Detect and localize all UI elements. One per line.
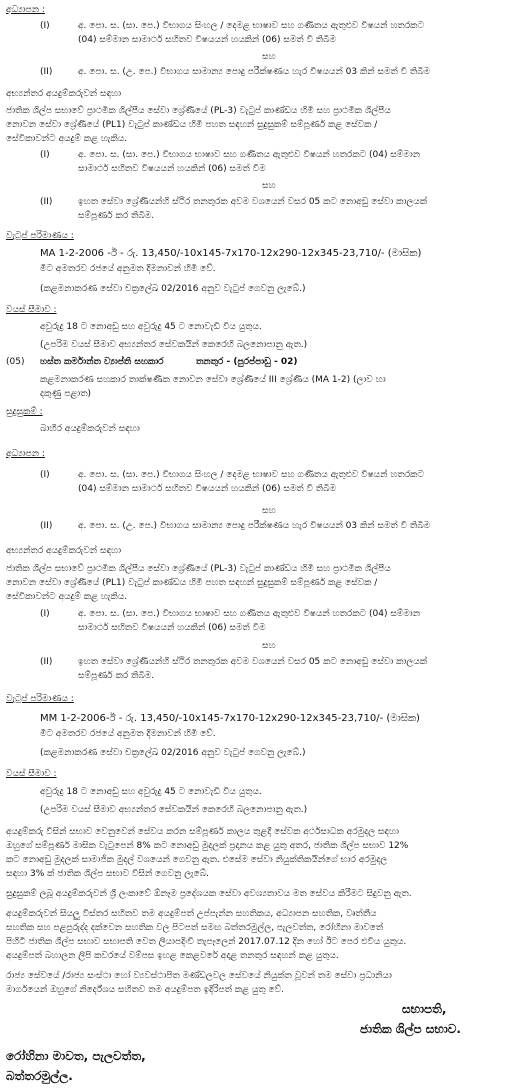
body-text: මීට අමතරව රජයේ අනුමත දීමනාවන් හිමි වේ. [40,264,216,274]
item-number: (II) [40,657,53,667]
body-text: අයදුම්කරු විසින් සභාව වෙනුවෙන් සේවය කරන සම්පූර්ණ කාලය තුළදී සේවක අර්ථසාධක අරමුදල සඳහා [6,827,399,837]
body-text: අ. පො. ස. (සා. පෙ.) විභාගය සිංහල / දෙමළ භාෂාව සහ ගණිතය ඇතුළුව විෂයන් හතරකට [78,21,424,31]
body-text: (උපරිම වයස් සීමාව අභ්‍යන්තර සේවකයින් කෙරෙහි බලනොපානු ඇත.) [40,805,308,815]
post-number: (05) [6,357,25,367]
signatory-organization: ජාතික ශිල්ප සභාව. [360,1022,461,1036]
qualifications-heading: සුදුසුකම් : [6,407,43,417]
body-text: සාමාර්ථ සහිතව විෂයයන් හයකින් (06) සමත් වීම [78,164,266,174]
item-number: (II) [40,197,53,207]
salary-scale: MA 1-2-2006 -ඊ - රු. 13,450/-10x145-7x170-12x290-12x345-23,710/- (මාසික) [40,248,422,259]
body-text: මාර්ගයෙන් ඔහුගේ නිර්දේශය සහිතව තම අයදුම්පත ඉදිරිපත් කළ යුතු වේ. [6,985,284,995]
body-text: අ. පො. ස. (සා. පෙ.) විභාගය භාෂාව සහ ගණිතය ඇතුළුව විෂයන් හතරකට (04) සම්මාන [78,150,421,160]
body-text: නොවන සේවා ශ්‍රේණියේ (PL1) වැටුප් කාණ්ඩය හිමි පහත සඳහන් සුදුසුකම් සම්පූර්ණ කළ සේවක / [6,578,378,588]
body-text: ඉහත සේවා ශ්‍රේණියන්හි ස්ථිර තනතුරක අවම වශයෙන් වසර 05 කට නොඅඩු සේවා කාලයක් [78,197,428,207]
external-applicants-heading: බාහිර අයදුම්කරුවන් සඳහා [40,424,140,434]
conjunction: සහ [262,641,276,651]
body-text: අ. පො. ස. (සා. පෙ.) විභාගය භාෂාව සහ ගණිතය ඇතුළුව විෂයන් හතරකට (04) සම්මාන [78,609,421,619]
item-number: (I) [40,21,50,31]
body-text: (04) සම්මාන සාමාර්ථ සහිතව විෂයයන් හයකින් (06) සමත් වී තිබීම [78,484,337,494]
post-title: හස්ත කර්මාන්ත ව්‍යාප්ති සහකාර [40,357,164,367]
body-text: සම්පූර්ණ කර තිබීම. [78,671,155,681]
internal-applicants-heading: අභ්‍යන්තර අයදුම්කරුවන් සඳහා [6,546,122,556]
body-text: අයදුම්පත් බහාලන ලිපි කවරයේ වම්පස ඉහළ කෙළවරේ අදාළ තනතුර සඳහන් කළ යුතුය. [6,951,339,961]
address-line-1: රෝහිනා මාවත, පැලවත්ත, [6,1049,146,1063]
body-text: (කළමනාකරණ සේවා චක්‍රලේඛ 02/2016 අනුව වැටුප් ගෙවනු ලැබේ.) [40,284,306,294]
salary-heading: වැටුප් පරිමාණය : [6,694,74,704]
address-line-2: බත්තරමුල්ල. [6,1069,73,1083]
body-text: සුදුසුකම් ලබූ අයදුම්කරුවන් ශ්‍රී ලංකාවේ ඕනෑම ප්‍රදේශයක සේවා අවශ්‍යතාවය මත සේවය කිරීමට සිදුවනු ඇත. [6,889,412,899]
conjunction: සහ [262,506,276,516]
body-text: අ. පො. ස. (උ. පෙ.) විභාගය සාමාන්‍ය පොදු පරීක්ෂණය හැර විෂයයන් 03 කින් සමත් වී තිබීම [78,521,431,531]
body-text: අ. පො. ස. (සා. පෙ.) විභාගය සිංහල / දෙමළ භාෂාව සහ ගණිතය ඇතුළුව විෂයන් හතරකට [78,470,424,480]
item-number: (II) [40,521,53,531]
body-text: (උපරිම වයස් සීමාව අභ්‍යන්තර සේවකයින් කෙරෙහි බලනොපානු ඇත.) [40,340,308,350]
body-text: සේවිකාවන්ට අයදුම් කළ හැකිය. [6,134,128,144]
body-text: ඔහුගේ සම්පූර්ණ මාසික වැටුපෙන් 8% කට නොඅඩු මුදලක් ප්‍රදානය කළ යුතු අතර, ජාතික ශිල්ප සභාව 12% [6,841,409,851]
body-text: නොවන සේවා ශ්‍රේණියේ (PL1) වැටුප් කාණ්ඩය හිමි පහත සඳහන් සුදුසුකම් සම්පූර්ණ කළ සේවක / [6,120,378,130]
body-text: සම්පූර්ණ කර තිබීම. [78,211,155,221]
conjunction: සහ [262,181,276,191]
body-text: සාමාර්ථ සහිතව විෂයයන් හයකින් (06) සමත් වීම [78,623,266,633]
body-text: සහතික සහ පළපුරුද්ද දක්වෙන සහතික වල පිටපත් සමඟ බත්තරමුල්ල, පැලවත්ත, රෝහිනා මාවතේ [6,923,384,933]
body-text: (04) සම්මාන සාමාර්ථ සහිතව විෂයයන් හයකින් (06) සමත් වී තිබීම [78,35,337,45]
item-number: (II) [40,67,53,77]
body-text: අවුරුදු 18 ට නොඅඩු සහ අවුරුදු 45 ට නොවැඩි විය යුතුය. [40,787,262,797]
age-heading: වයස් සීමාව : [6,305,57,315]
body-text: මීට අමතරව රජයේ අනුමත දීමනාවන් හිමි වේ. [40,729,216,739]
body-text: ඉහත සේවා ශ්‍රේණියන්හි ස්ථිර තනතුරක අවම වශයෙන් වසර 05 කට නොඅඩු සේවා කාලයක් [78,657,428,667]
body-text: පිහිටි ජාතික ශිල්ප සභාව සභාපති වෙත ලියාපදිංචි තැපෑලෙන් 2017.07.12 දින හෝ ඊට පෙර එවිය යුතුය. [6,937,407,947]
item-number: (I) [40,470,50,480]
post-vacancies: තනතුර - (පුරප්පාඩු - 02) [196,357,298,367]
body-text: (කළමනාකරණ සේවා චක්‍රලේඛ 02/2016 අනුව වැටුප් ගෙවනු ලැබේ.) [40,748,306,758]
education-heading: අධ්‍යාපන : [6,5,45,15]
item-number: (I) [40,609,50,619]
body-text: අයදුම්කරුවන් සියලු විස්තර සහිතව තම අයදුම්පත් උප්පැන්න සහතිකය, අධ්‍යාපන සහතික, වෘත්තීය [6,909,377,919]
body-text: රාජ්‍ය සේවයේ /රාජ්‍ය සංස්ථා හෝ ව්‍යවස්ථාපිත මණ්ඩලවල සේවයේ නියුක්ත වූවන් තම සේවා ප්‍රධානියා [6,971,392,981]
education-heading: අධ්‍යාපන : [6,449,45,459]
body-text: කට නොඅඩු මුදලක් සාමාජික මුදල් වශයෙන් ගෙවනු ඇත. එසේම සේවා නියුක්තිකයින්ගේ භාර අරමුදල [6,855,388,865]
body-text: ජාතික ශිල්ප සභාවේ ප්‍රාථමික ශිල්පීය සේවා ශ්‍රේණියේ (PL-3) වැටුප් කාණ්ඩය හිමි සහ ප්‍රාථමික ශිල්පීය [6,564,391,574]
body-text: ජාතික ශිල්ප සභාවේ ප්‍රාථමික ශිල්පීය සේවා ශ්‍රේණියේ (PL-3) වැටුප් කාණ්ඩය හිමි සහ ප්‍රාථමික ශිල්පීය [6,106,391,116]
body-text: සඳහා 3% ක් ජාතික ශිල්ප සභාව විසින් ගෙවනු ලැබේ. [6,869,210,879]
salary-heading: වැටුප් පරිමාණය : [6,231,74,241]
internal-applicants-heading: අභ්‍යන්තර අයදුම්කරුවන් සඳහා [6,89,122,99]
signatory-title: සභාපති, [402,1002,447,1016]
item-number: (I) [40,150,50,160]
age-heading: වයස් සීමාව : [6,769,57,779]
body-text: අ. පො. ස. (උ. පෙ.) විභාගය සාමාන්‍ය පොදු පරීක්ෂණය හැර විෂයයන් 03 කින් සමත් වී තිබීම [78,67,431,77]
body-text: කළමනාකරණ සහකාර තාක්ෂණික නොවන සේවා ශ්‍රේණියේ III ශ්‍රේණිය (MA 1-2) (ලාව හා [40,375,386,385]
body-text: අවුරුදු 18 ට නොඅඩු සහ අවුරුදු 45 ට නොවැඩි විය යුතුය. [40,322,262,332]
conjunction: සහ [262,52,276,62]
body-text: සේවිකාවන්ට අයදුම් කළ හැකිය. [6,592,128,602]
body-text: දකුණු පළාත) [40,389,92,399]
salary-scale: MM 1-2-2006-ඊ - රු. 13,450/-10x145-7x170-12x290-12x345-23,710/- (මාසික) [40,713,420,724]
